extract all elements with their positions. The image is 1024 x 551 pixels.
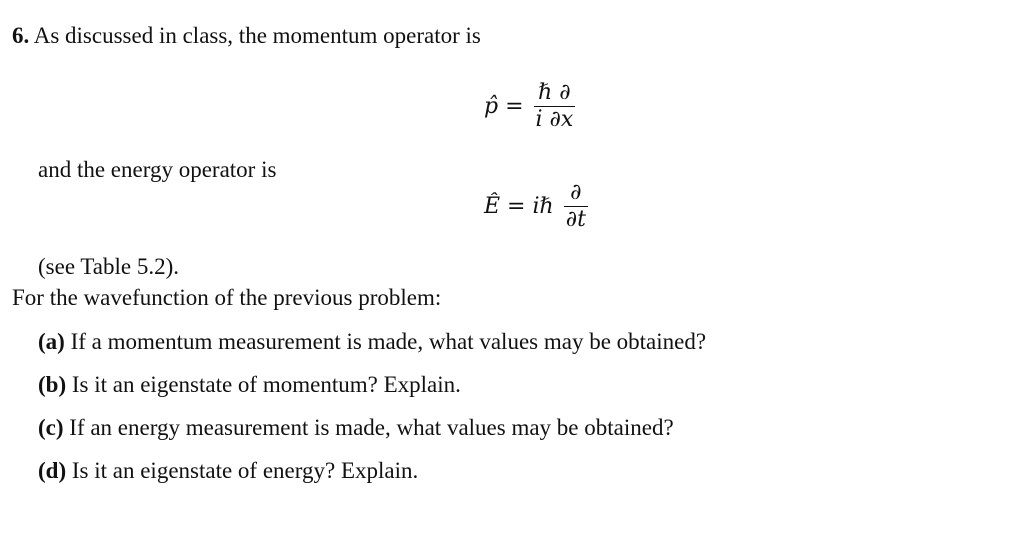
momentum-fraction xyxy=(534,82,576,131)
part-c xyxy=(38,414,674,442)
energy-fraction xyxy=(564,182,588,231)
wavefunction-line: For the wavefunction of the previous problem: xyxy=(12,285,442,310)
part-b xyxy=(38,371,461,399)
part-b-text: Is it an eigenstate of momentum? Explain. xyxy=(71,372,461,397)
momentum-numerator: ℏ ∂ xyxy=(538,80,571,105)
momentum-operator-equation xyxy=(484,82,575,131)
energy-lhs: Ê = iℏ xyxy=(484,194,554,219)
problem-heading xyxy=(12,22,481,50)
energy-operator-equation xyxy=(484,182,588,231)
part-d-label: (d) xyxy=(38,458,67,483)
part-a-label: (a) xyxy=(38,329,65,354)
part-b-label: (b) xyxy=(38,372,67,397)
part-d xyxy=(38,457,418,485)
part-d-text: Is it an eigenstate of energy? Explain. xyxy=(71,458,419,483)
energy-intro: and the energy operator is xyxy=(38,157,277,182)
part-c-label: (c) xyxy=(38,415,64,440)
table-reference: (see Table 5.2). xyxy=(38,254,180,279)
problem-number: 6. xyxy=(12,23,30,48)
part-a-text: If a momentum measurement is made, what values may be obtained? xyxy=(70,329,707,354)
energy-denominator: ∂t xyxy=(565,207,586,232)
part-c-text: If an energy measurement is made, what values may be obtained? xyxy=(69,415,674,440)
part-a xyxy=(38,328,706,356)
momentum-denominator: i ∂x xyxy=(535,107,574,132)
problem-intro: As discussed in class, the momentum operator is xyxy=(33,23,481,48)
momentum-lhs: p̂ = xyxy=(484,94,524,119)
energy-numerator: ∂ xyxy=(570,180,582,205)
